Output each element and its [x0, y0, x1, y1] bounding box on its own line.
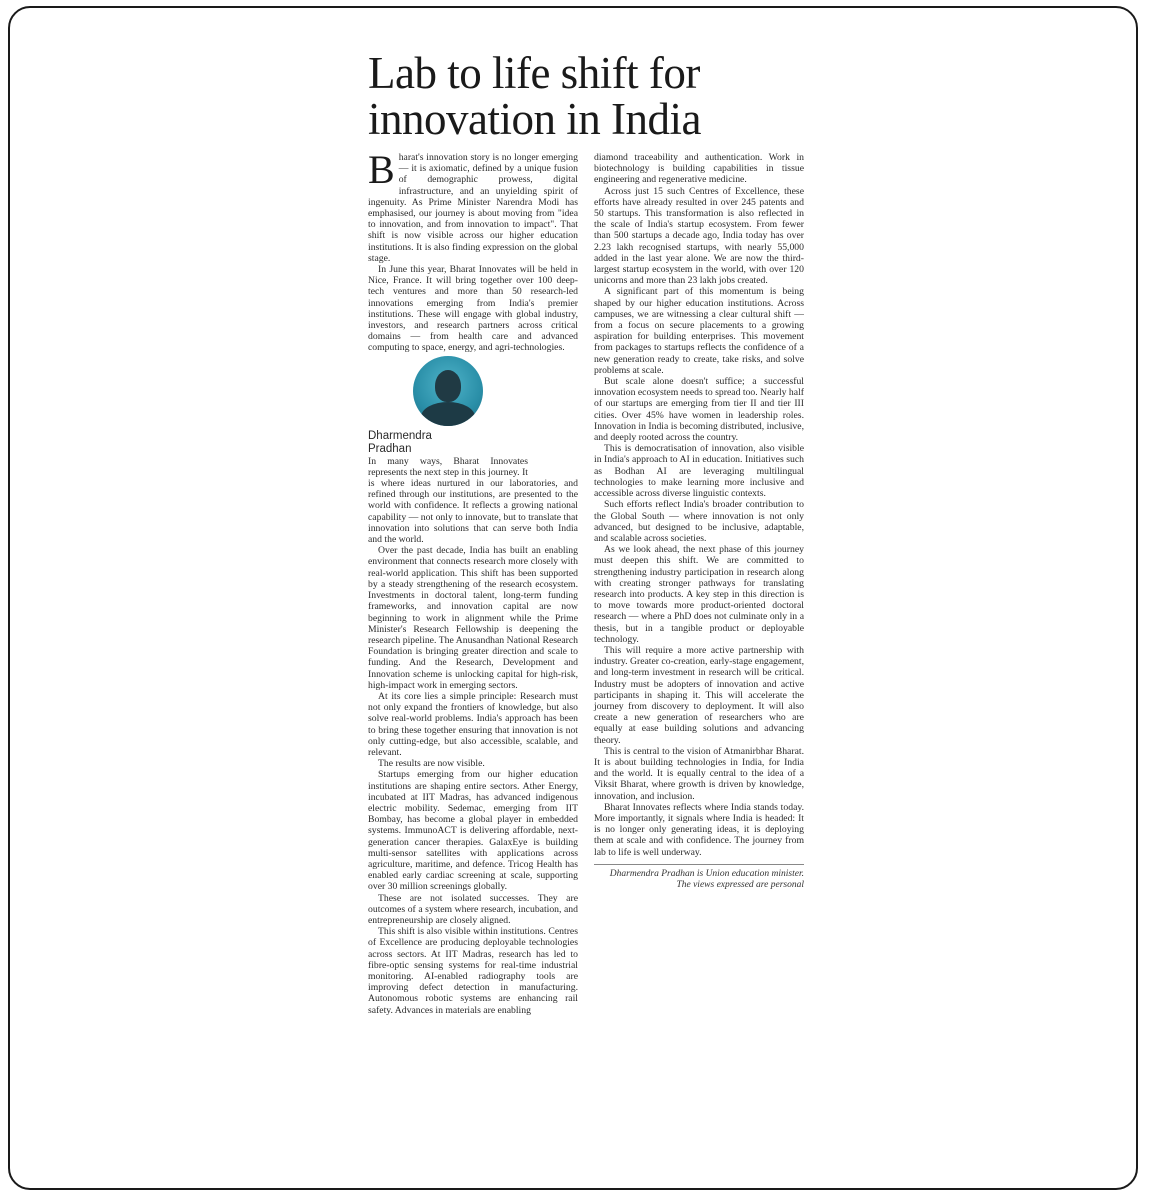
left-column: Bharat's innovation story is no longer emerging — it is axiomatic, defined by a unique fusion of demographic prowess, digital infrastructure, and an unyielding spirit of ingenuity. As Prime Minister Narendra Modi has emphasised, our journey is about moving from "idea to innovation, and from innovation to impact". That shift is now visible across our higher education institutions. It is also finding expression on the global stage. In June this year, Bharat Innovates will be held in Nice, France. It will bring together over 100 deep-tech ventures and more than 50 research-led innovations emerging from India's premier institutions. These will engage with global industry, investors, and research partners across critical domains — from health care and advanced computing to space, energy, and agri-technologies. Dharmendra Pradhan In many ways, Bharat Innovates represents the next step in this journey. It is where ideas nurtured in our laboratories, and refined through our institutions, are presented to the world with confidence. It reflects a growing national capability — not only to innovate, but to translate that innovation into solutions that can serve both India and the world. Over the past decade, India has built an enabling environment that connects research more closely with real-world application. This shift has been supported by a steady strengthening of the research ecosystem. Investments in doctoral talent, long-term funding frameworks, and innovation capital are now beginning to work in alignment while the Prime Minister's Research Fellowship is deepening the research pipeline. The Anusandhan National Research Foundation is bringing greater direction and scale to funding. And the Research, Development and Innovation scheme is unlocking capital for high-risk, high-impact work in emerging sectors. At its core lies a simple principle: Research must not only expand the frontiers of knowledge, but also solve real-world problems. India's approach has been to bring these together ensuring that innovation is not only cutting-edge, but also accessible, scalable, and relevant. The results are now visible. Startups emerging from our higher education institutions are shaping entire sectors. Ather Energy, incubated at IIT Madras, has advanced indigenous electric mobility. Sedemac, emerging from IIT Bombay, has become a global player in embedded systems. ImmunoACT is delivering affordable, next-generation cancer therapies. GalaxEye is building multi-sensor satellites with applications across agriculture, maritime, and defence. Tricog Health has enabled early cardiac screening at scale, supporting over 30 million screenings globally. These are not isolated successes. They are outcomes of a system where research, incubation, and entrepreneurship are closely aligned. This shift is also visible within institutions. Centres of Excellence are producing deployable technologies across sectors. At IIT Madras, research has led to fibre-optic sensing systems for real-time industrial monitoring. AI-enabled radiography tools are improving defect detection in manufacturing. Autonomous robotic systems are enhancing rail safety. Advances in materials are enabling: [368, 152, 578, 1016]
paragraph: Such efforts reflect India's broader contribution to the Global South — where innovation is not only advanced, but designed to be inclusive, adaptable, and scalable across societies.: [594, 499, 804, 544]
paragraph: As we look ahead, the next phase of this journey must deepen this shift. We are committed to strengthening industry participation in research along with creating stronger pathways for translating research into products. A key step in this direction is to move towards more product-oriented doctoral research — where a PhD does not culminate only in a thesis, but in a tangible product or deployable technology.: [594, 544, 804, 645]
right-column: [594, 152, 804, 891]
paragraph: diamond traceability and authentication. Work in biotechnology is building capabilities in tissue engineering and regenerative medicine.: [594, 152, 804, 186]
paragraph: At its core lies a simple principle: Research must not only expand the frontiers of knowledge, but also solve real-world problems. India's approach has been to bring these together ensuring that innovation is not only cutting-edge, but also accessible, scalable, and relevant.: [368, 690, 578, 758]
drop-cap: B: [368, 147, 395, 192]
author-byline: Dharmendra Pradhan is Union education minister. The views expressed are personal: [594, 864, 804, 891]
paragraph: Bharat's innovation story is no longer emerging — it is axiomatic, defined by a unique fusion of demographic prowess, digital infrastructure, and an unyielding spirit of ingenuity. As Prime Minister Narendra Modi has emphasised, our journey is about moving from "idea to innovation, and from innovation to impact". That shift is now visible across our higher education institutions. It is also finding expression on the global stage.: [368, 147, 578, 264]
paragraph: A significant part of this momentum is being shaped by our higher education institutions. Across campuses, we are witnessing a clear cultural shift — from a focus on secure placements to a growing aspiration for building enterprises. This movement from packages to startups reflects the confidence of a new generation ready to create, take risks, and solve problems at scale.: [594, 286, 804, 376]
paragraph: These are not isolated successes. They are outcomes of a system where research, incubation, and entrepreneurship are closely aligned.: [368, 892, 578, 926]
article: [368, 48, 808, 1016]
headline: Lab to life shift for innovation in India: [368, 48, 701, 144]
paragraph: Bharat Innovates reflects where India stands today. More importantly, it signals where India is headed: It is no longer only generating ideas, it is deploying them at scale and with confidence. The journey from lab to life is well underway.: [594, 801, 804, 858]
paragraph: Across just 15 such Centres of Excellence, these efforts have already resulted in over 245 patents and 50 startups. This transformation is also reflected in the scale of India's startup ecosystem. From fewer than 500 startups a decade ago, India today has over 2.23 lakh recognised startups, with nearly 55,000 added in the last year alone. We are now the third-largest startup ecosystem in the world, with over 120 unicorns and more than 23 lakh jobs created.: [594, 185, 804, 287]
paragraph: Startups emerging from our higher education institutions are shaping entire sectors. Ather Energy, incubated at IIT Madras, has advanced indigenous electric mobility. Sedemac, emerging from IIT Bombay, has become a global player in embedded systems. ImmunoACT is delivering affordable, next-generation cancer therapies. GalaxEye is building multi-sensor satellites with applications across agriculture, maritime, and defence. Tricog Health has enabled early cardiac screening at scale, supporting over 30 million screenings globally.: [368, 769, 578, 893]
author-last-name: Pradhan: [368, 442, 412, 455]
paragraph: Over the past decade, India has built an enabling environment that connects research more closely with real-world application. This shift has been supported by a steady strengthening of the research ecosystem. Investments in doctoral talent, long-term funding frameworks, and innovation capital are now beginning to work in alignment while the Prime Minister's Research Fellowship is deepening the research pipeline. The Anusandhan National Research Foundation is bringing greater direction and scale to funding. And the Research, Development and Innovation scheme is unlocking capital for high-risk, high-impact work in emerging sectors.: [368, 545, 578, 691]
author-first-name: Dharmendra: [368, 429, 432, 442]
paragraph: This shift is also visible within institutions. Centres of Excellence are producing deployable technologies across sectors. At IIT Madras, research has led to fibre-optic sensing systems for real-time industrial monitoring. AI-enabled radiography tools are improving defect detection in manufacturing. Autonomous robotic systems are enhancing rail safety. Advances in materials are enabling: [368, 926, 578, 1016]
paragraph: This is democratisation of innovation, also visible in India's approach to AI in education. Initiatives such as Bodhan AI are leveraging multilingual technologies to make learning more inclusive and accessible across diverse linguistic contexts.: [594, 443, 804, 500]
paragraph: This will require a more active partnership with industry. Greater co-creation, early-stage engagement, and long-term investment in research will be critical. Industry must be adopters of innovation and active participants in shaping it. This will accelerate the journey from discovery to deployment. It will also create a new generation of researchers who are equally at ease building solutions and advancing theory.: [594, 644, 804, 746]
paragraph: But scale alone doesn't suffice; a successful innovation ecosystem needs to spread too. Nearly half of our startups are emerging from tier II and tier III cities. Over 45% have women in leadership roles. Innovation in India is becoming distributed, inclusive, and deeply rooted across the country.: [594, 376, 804, 444]
paragraph: In June this year, Bharat Innovates will be held in Nice, France. It will bring together over 100 deep-tech ventures and more than 50 research-led innovations emerging from India's premier institutions. These will engage with global industry, investors, and research partners across critical domains — from health care and advanced computing to space, energy, and agri-technologies.: [368, 264, 578, 354]
paragraph: This is central to the vision of Atmanirbhar Bharat. It is about building technologies in India, for India and the world. It is equally central to the idea of a Viksit Bharat, where growth is driven by knowledge, innovation, and inclusion.: [594, 745, 804, 802]
author-avatar: [413, 356, 483, 426]
paragraph: The results are now visible.: [378, 758, 485, 770]
